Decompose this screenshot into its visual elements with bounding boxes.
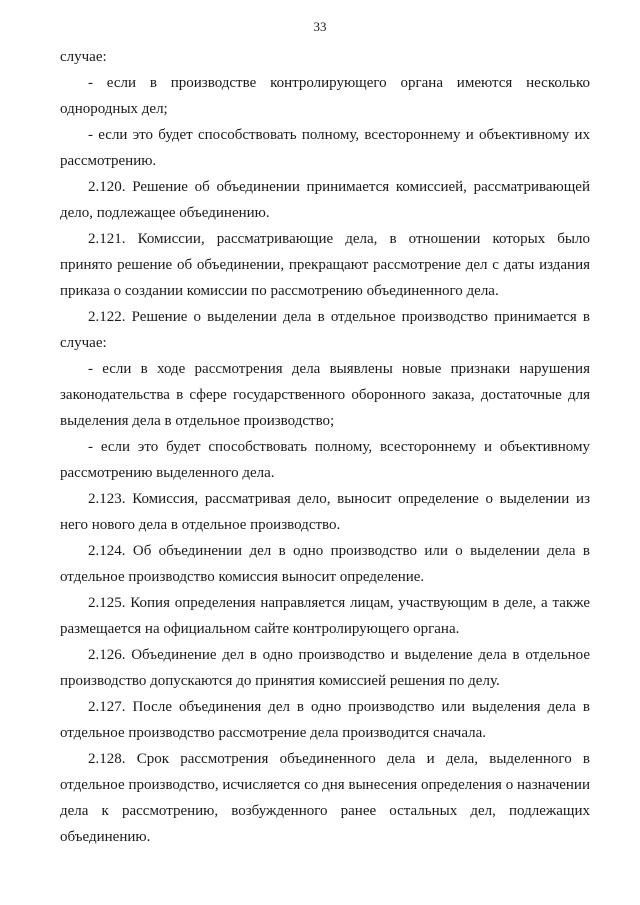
text-line: случае: — [60, 335, 107, 351]
text-line: него нового дела в отдельное производство. — [60, 517, 341, 533]
text-line: отдельное производство рассмотрение дела производится сначала. — [60, 725, 487, 741]
text-line: отдельное производство, исчисляется со дня вынесения определения о назначении — [60, 777, 590, 793]
text-line: случае: — [60, 49, 107, 65]
text-line: дело, подлежащее объединению. — [60, 205, 270, 221]
page-number: 33 — [313, 19, 327, 34]
text-line: приказа о создании комиссии по рассмотрению объединенного дела. — [60, 283, 499, 299]
text-line: - если в ходе рассмотрения дела выявлены новые признаки нарушения — [88, 361, 590, 377]
text-line: производство допускаются до принятия комиссией решения по делу. — [60, 673, 500, 689]
text-line: 2.127. После объединения дел в одно производство или выделения дела в — [88, 699, 590, 715]
text-line: объединению. — [60, 829, 151, 845]
text-line: - если в производстве контролирующего органа имеются несколько — [88, 75, 590, 91]
text-line: 2.122. Решение о выделении дела в отдельное производство принимается в — [88, 309, 590, 325]
text-line: дела к рассмотрению, возбужденного ранее остальных дел, подлежащих — [60, 803, 590, 819]
text-line: законодательства в сфере государственного оборонного заказа, достаточные для — [60, 387, 590, 403]
text-line: - если это будет способствовать полному, всестороннему и объективному их — [88, 127, 590, 143]
text-line: принято решение об объединении, прекращают рассмотрение дел с даты издания — [60, 257, 590, 273]
text-line: рассмотрению. — [60, 153, 157, 169]
text-line: 2.128. Срок рассмотрения объединенного дела и дела, выделенного в — [88, 751, 590, 767]
text-line: 2.123. Комиссия, рассматривая дело, выносит определение о выделении из — [88, 491, 590, 507]
text-line: 2.124. Об объединении дел в одно производство или о выделении дела в — [88, 543, 590, 559]
text-line: выделения дела в отдельное производство; — [60, 413, 335, 429]
text-line: рассмотрению выделенного дела. — [60, 465, 275, 481]
document-body — [60, 44, 590, 850]
text-line: отдельное производство комиссия выносит определение. — [60, 569, 425, 585]
text-line: 2.125. Копия определения направляется лицам, участвующим в деле, а также — [88, 595, 590, 611]
text-line: 2.126. Объединение дел в одно производство и выделение дела в отдельное — [88, 647, 590, 663]
text-line: 2.120. Решение об объединении принимается комиссией, рассматривающей — [88, 179, 590, 195]
text-line: - если это будет способствовать полному, всестороннему и объективному — [88, 439, 590, 455]
text-line: размещается на официальном сайте контролирующего органа. — [60, 621, 460, 637]
text-line: однородных дел; — [60, 101, 168, 117]
text-line: 2.121. Комиссии, рассматривающие дела, в отношении которых было — [88, 231, 590, 247]
